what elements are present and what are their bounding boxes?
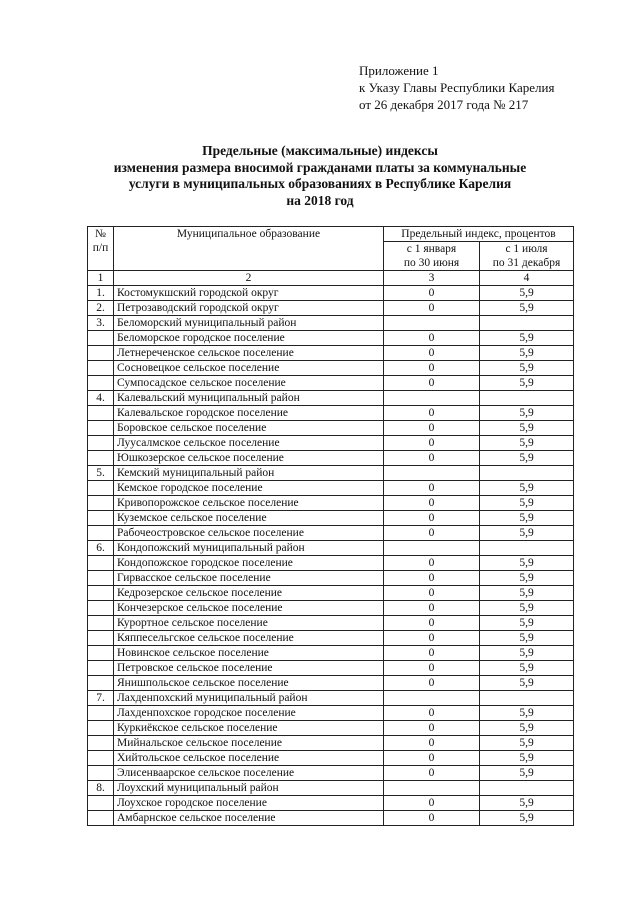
index-first-half: 0 (384, 361, 480, 376)
index-first-half: 0 (384, 751, 480, 766)
column-number: 4 (480, 271, 574, 286)
title-line-2: изменения размера вносимой гражданами платы за коммунальные (113, 159, 527, 175)
table-row (88, 661, 574, 676)
column-numbers-row (88, 271, 574, 286)
row-number (88, 571, 114, 586)
index-second-half: 5,9 (480, 766, 574, 781)
header-period-2: с 1 июля по 31 декабря (480, 242, 574, 271)
municipality-name: Кривопорожское сельское поселение (114, 496, 384, 511)
index-first-half: 0 (384, 646, 480, 661)
appendix-line-1: Приложение 1 (359, 63, 439, 78)
row-number (88, 526, 114, 541)
index-second-half: 5,9 (480, 406, 574, 421)
municipality-name: Беломорский муниципальный район (114, 316, 384, 331)
row-number: 1. (88, 286, 114, 301)
section-row (88, 316, 574, 331)
municipality-name: Мийнальское сельское поселение (114, 736, 384, 751)
title-line-3: услуги в муниципальных образованиях в Республике Карелия (128, 176, 512, 192)
municipality-name: Лахденпохский муниципальный район (114, 691, 384, 706)
municipality-name: Кондопожское городское поселение (114, 556, 384, 571)
row-number (88, 556, 114, 571)
municipality-name: Калевальское городское поселение (114, 406, 384, 421)
table-row (88, 601, 574, 616)
municipality-name: Кемское городское поселение (114, 481, 384, 496)
municipality-name: Амбарнское сельское поселение (114, 811, 384, 826)
table-row (88, 721, 574, 736)
municipality-name: Калевальский муниципальный район (114, 391, 384, 406)
index-first-half: 0 (384, 511, 480, 526)
table-row (88, 556, 574, 571)
row-number (88, 451, 114, 466)
index-first-half: 0 (384, 421, 480, 436)
index-first-half (384, 316, 480, 331)
index-second-half: 5,9 (480, 661, 574, 676)
row-number (88, 361, 114, 376)
municipality-name: Элисенваарское сельское поселение (114, 766, 384, 781)
header-period-1: с 1 января по 30 июня (384, 242, 480, 271)
municipality-name: Петровское сельское поселение (114, 661, 384, 676)
index-second-half: 5,9 (480, 646, 574, 661)
index-second-half: 5,9 (480, 451, 574, 466)
table-row (88, 436, 574, 451)
table-row (88, 796, 574, 811)
municipality-name: Кемский муниципальный район (114, 466, 384, 481)
row-number (88, 496, 114, 511)
row-number (88, 751, 114, 766)
row-number: 4. (88, 391, 114, 406)
index-second-half (480, 466, 574, 481)
section-row (88, 691, 574, 706)
table-row (88, 511, 574, 526)
index-second-half: 5,9 (480, 721, 574, 736)
table-row (88, 451, 574, 466)
index-second-half (480, 316, 574, 331)
index-second-half: 5,9 (480, 361, 574, 376)
index-second-half: 5,9 (480, 376, 574, 391)
section-row (88, 391, 574, 406)
index-first-half: 0 (384, 406, 480, 421)
table-header-row (88, 227, 574, 242)
row-number (88, 706, 114, 721)
table-row (88, 361, 574, 376)
table-row (88, 751, 574, 766)
table-row (88, 496, 574, 511)
index-first-half: 0 (384, 286, 480, 301)
index-first-half: 0 (384, 571, 480, 586)
municipality-name: Боровское сельское поселение (114, 421, 384, 436)
indices-table (87, 226, 574, 826)
section-row (88, 781, 574, 796)
table-row (88, 301, 574, 316)
index-second-half: 5,9 (480, 436, 574, 451)
municipality-name: Новинское сельское поселение (114, 646, 384, 661)
index-first-half (384, 781, 480, 796)
municipality-name: Юшкозерское сельское поселение (114, 451, 384, 466)
index-second-half: 5,9 (480, 496, 574, 511)
row-number (88, 376, 114, 391)
table-row (88, 571, 574, 586)
municipality-name: Гирвасское сельское поселение (114, 571, 384, 586)
index-first-half: 0 (384, 766, 480, 781)
title-line-4: на 2018 год (286, 192, 354, 208)
index-second-half: 5,9 (480, 706, 574, 721)
index-first-half: 0 (384, 496, 480, 511)
row-number (88, 736, 114, 751)
index-second-half: 5,9 (480, 556, 574, 571)
document-title (0, 143, 640, 209)
municipality-name: Лоухское городское поселение (114, 796, 384, 811)
table-row (88, 766, 574, 781)
row-number (88, 586, 114, 601)
appendix-line-2: к Указу Главы Республики Карелия (359, 80, 555, 95)
municipality-name: Сосновецкое сельское поселение (114, 361, 384, 376)
table-row (88, 631, 574, 646)
municipality-name: Рабочеостровское сельское поселение (114, 526, 384, 541)
row-number (88, 436, 114, 451)
index-second-half: 5,9 (480, 331, 574, 346)
appendix-line-3: от 26 декабря 2017 года № 217 (359, 97, 529, 112)
table-row (88, 616, 574, 631)
index-first-half: 0 (384, 631, 480, 646)
index-first-half: 0 (384, 346, 480, 361)
index-first-half: 0 (384, 661, 480, 676)
row-number (88, 676, 114, 691)
row-number: 2. (88, 301, 114, 316)
row-number (88, 721, 114, 736)
index-first-half: 0 (384, 811, 480, 826)
row-number (88, 421, 114, 436)
table-row (88, 331, 574, 346)
row-number: 7. (88, 691, 114, 706)
row-number (88, 631, 114, 646)
index-first-half: 0 (384, 601, 480, 616)
index-second-half: 5,9 (480, 676, 574, 691)
index-second-half: 5,9 (480, 601, 574, 616)
index-first-half: 0 (384, 376, 480, 391)
index-first-half: 0 (384, 616, 480, 631)
column-number: 2 (114, 271, 384, 286)
table-row (88, 811, 574, 826)
index-second-half: 5,9 (480, 421, 574, 436)
municipality-name: Кяппесельгское сельское поселение (114, 631, 384, 646)
index-second-half: 5,9 (480, 526, 574, 541)
row-number (88, 331, 114, 346)
municipality-name: Янишпольское сельское поселение (114, 676, 384, 691)
index-second-half: 5,9 (480, 751, 574, 766)
table-row (88, 646, 574, 661)
municipality-name: Курортное сельское поселение (114, 616, 384, 631)
header-municipality: Муниципальное образование (114, 227, 384, 271)
municipality-name: Лахденпохское городское поселение (114, 706, 384, 721)
index-second-half: 5,9 (480, 286, 574, 301)
index-second-half (480, 541, 574, 556)
index-second-half: 5,9 (480, 631, 574, 646)
municipality-name: Куркиёкское сельское поселение (114, 721, 384, 736)
index-first-half: 0 (384, 556, 480, 571)
row-number: 8. (88, 781, 114, 796)
index-second-half: 5,9 (480, 301, 574, 316)
index-first-half: 0 (384, 301, 480, 316)
index-first-half: 0 (384, 481, 480, 496)
index-first-half: 0 (384, 721, 480, 736)
municipality-name: Летнереченское сельское поселение (114, 346, 384, 361)
row-number (88, 601, 114, 616)
table-row (88, 406, 574, 421)
index-first-half: 0 (384, 706, 480, 721)
municipality-name: Беломорское городское поселение (114, 331, 384, 346)
table-row (88, 736, 574, 751)
index-first-half: 0 (384, 331, 480, 346)
table-row (88, 706, 574, 721)
table-row (88, 346, 574, 361)
index-second-half: 5,9 (480, 586, 574, 601)
index-first-half: 0 (384, 436, 480, 451)
header-num: № п/п (88, 227, 114, 271)
index-first-half: 0 (384, 796, 480, 811)
index-second-half (480, 781, 574, 796)
row-number: 5. (88, 466, 114, 481)
table-row (88, 376, 574, 391)
section-row (88, 466, 574, 481)
index-second-half (480, 391, 574, 406)
index-first-half (384, 541, 480, 556)
table-row (88, 586, 574, 601)
municipality-name: Костомукшский городской округ (114, 286, 384, 301)
index-second-half: 5,9 (480, 346, 574, 361)
row-number: 6. (88, 541, 114, 556)
municipality-name: Кедрозерское сельское поселение (114, 586, 384, 601)
index-second-half: 5,9 (480, 736, 574, 751)
index-first-half (384, 466, 480, 481)
row-number (88, 346, 114, 361)
table-row (88, 676, 574, 691)
index-second-half: 5,9 (480, 811, 574, 826)
table-row (88, 421, 574, 436)
row-number (88, 406, 114, 421)
row-number (88, 481, 114, 496)
table-row (88, 481, 574, 496)
column-number: 3 (384, 271, 480, 286)
row-number (88, 646, 114, 661)
municipality-name: Куземское сельское поселение (114, 511, 384, 526)
municipality-name: Лоухский муниципальный район (114, 781, 384, 796)
row-number (88, 616, 114, 631)
column-number: 1 (88, 271, 114, 286)
index-first-half: 0 (384, 586, 480, 601)
title-line-1: Предельные (максимальные) индексы (202, 143, 438, 158)
table-row (88, 526, 574, 541)
row-number (88, 511, 114, 526)
municipality-name: Сумпосадское сельское поселение (114, 376, 384, 391)
table-row (88, 286, 574, 301)
row-number (88, 796, 114, 811)
index-first-half (384, 691, 480, 706)
municipality-name: Луусалмское сельское поселение (114, 436, 384, 451)
header-index-group: Предельный индекс, процентов (384, 227, 574, 242)
row-number (88, 811, 114, 826)
index-second-half: 5,9 (480, 481, 574, 496)
row-number: 3. (88, 316, 114, 331)
row-number (88, 661, 114, 676)
index-second-half: 5,9 (480, 616, 574, 631)
index-second-half: 5,9 (480, 796, 574, 811)
index-first-half (384, 391, 480, 406)
municipality-name: Кондопожский муниципальный район (114, 541, 384, 556)
municipality-name: Хийтольское сельское поселение (114, 751, 384, 766)
municipality-name: Петрозаводский городской округ (114, 301, 384, 316)
section-row (88, 541, 574, 556)
index-second-half: 5,9 (480, 571, 574, 586)
index-second-half (480, 691, 574, 706)
municipality-name: Кончезерское сельское поселение (114, 601, 384, 616)
index-first-half: 0 (384, 736, 480, 751)
index-first-half: 0 (384, 451, 480, 466)
index-first-half: 0 (384, 526, 480, 541)
index-first-half: 0 (384, 676, 480, 691)
row-number (88, 766, 114, 781)
index-second-half: 5,9 (480, 511, 574, 526)
appendix-note (359, 62, 554, 113)
